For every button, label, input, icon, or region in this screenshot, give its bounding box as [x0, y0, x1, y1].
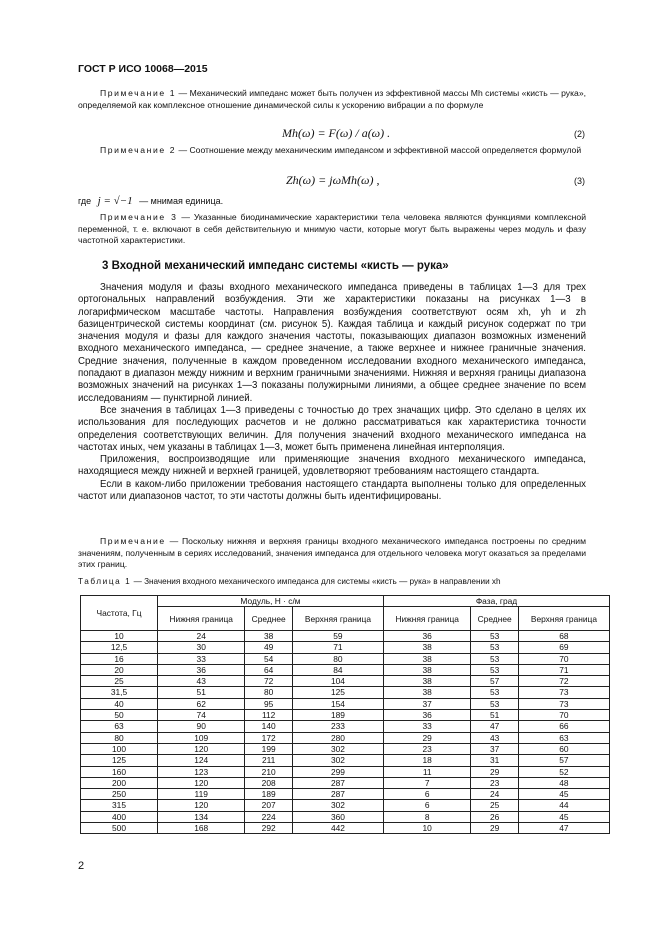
table-cell: 29 [471, 766, 518, 777]
table-cell: 71 [292, 642, 383, 653]
table-row [81, 631, 610, 642]
table-row [81, 642, 610, 653]
table-cell: 37 [383, 698, 470, 709]
table-cell: 100 [81, 743, 158, 754]
table-cell: 33 [158, 653, 245, 664]
table-cell: 30 [158, 642, 245, 653]
table-cell: 36 [383, 631, 470, 642]
table-row [81, 676, 610, 687]
table-cell: 47 [471, 721, 518, 732]
table-cell: 20 [81, 664, 158, 675]
table-cell: 53 [471, 664, 518, 675]
table-cell: 38 [383, 687, 470, 698]
table-cell: 11 [383, 766, 470, 777]
note-3 [78, 212, 586, 247]
table-cell: 442 [292, 823, 383, 834]
note-2 [78, 145, 586, 157]
note-label: Примечание 1 [100, 88, 177, 98]
sub-mean: Среднее [471, 607, 518, 631]
table-caption-label: Таблица 1 [78, 577, 132, 586]
table-cell: 315 [81, 800, 158, 811]
note-1 [78, 88, 586, 111]
table-caption [78, 577, 501, 586]
table-cell: 59 [292, 631, 383, 642]
table-cell: 95 [245, 698, 292, 709]
note-label: Примечание [100, 536, 166, 546]
table-cell: 154 [292, 698, 383, 709]
table-cell: 54 [245, 653, 292, 664]
table-cell: 25 [471, 800, 518, 811]
table-cell: 125 [81, 755, 158, 766]
table-row [81, 698, 610, 709]
table-cell: 8 [383, 811, 470, 822]
table-cell: 189 [292, 710, 383, 721]
where-expr: j = √−1 [97, 195, 133, 207]
note-label: Примечание 3 [100, 212, 178, 222]
table-cell: 84 [292, 664, 383, 675]
table-cell: 53 [471, 631, 518, 642]
table-cell: 31,5 [81, 687, 158, 698]
col-frequency: Частота, Гц [81, 596, 158, 631]
table-cell: 16 [81, 653, 158, 664]
table-cell: 287 [292, 777, 383, 788]
table-cell: 302 [292, 743, 383, 754]
table-cell: 120 [158, 743, 245, 754]
table-caption-text: — Значения входного механического импеданса для системы «кисть — рука» в направлении xh [131, 577, 501, 586]
formula-number: (3) [574, 176, 585, 186]
table-cell: 360 [292, 811, 383, 822]
table-cell: 10 [383, 823, 470, 834]
paragraph: Значения модуля и фазы входного механического импеданса приведены в таблицах 1—3 для трех ортогональных направлений возбуждения. Эти же характеристики показаны на рисунках 1—3 в логарифмическом масштабе частоты. Направления возбуждения соответствуют осям xh, yh и zh базицентрической системы координат (см. рисунок 5). Каждая таблица и каждый рисунок содержат по три значения модуля и фазы для каждого значения частоты, показывающих диапазон возможных изменений входного механического импеданса, — среднее значение, а также верхнее и нижнее граничные значения. Средние значения, полученные в каждом проведенном исследовании входного механического импеданса, попадают в диапазон между нижним и верхним граничными значениями. Нижняя и верхняя границы диапазона возможных значений на рисунках 1—3 показаны полужирными линиями, а общее среднее значение по всем исследованиям — пунктирной линией. [78, 282, 586, 404]
table-cell: 500 [81, 823, 158, 834]
table-cell: 53 [471, 642, 518, 653]
table-cell: 63 [518, 732, 609, 743]
table-row [81, 664, 610, 675]
page-number: 2 [78, 860, 85, 872]
table-row [81, 755, 610, 766]
table-cell: 57 [471, 676, 518, 687]
table-cell: 47 [518, 823, 609, 834]
table-cell: 7 [383, 777, 470, 788]
table-cell: 302 [292, 755, 383, 766]
table-cell: 18 [383, 755, 470, 766]
note-text: — Соотношение между механическим импедансом и эффективной массой определяется формулой [176, 145, 582, 155]
sub-lower: Нижняя граница [158, 607, 245, 631]
table-cell: 119 [158, 789, 245, 800]
table-row [81, 789, 610, 800]
table-cell: 71 [518, 664, 609, 675]
table-cell: 31 [471, 755, 518, 766]
table-cell: 63 [81, 721, 158, 732]
table-cell: 224 [245, 811, 292, 822]
table-cell: 38 [383, 664, 470, 675]
note-text: — Поскольку нижняя и верхняя границы входного механического импеданса построены по средним значениям, полученным в сериях исследований, значения импеданса для отдельного человека могут оказаться за пределами этих границ. [78, 536, 586, 570]
paragraph: Если в каком-либо приложении требования настоящего стандарта выполнены только для определенных частот или диапазонов частот, то эти частоты должны быть идентифицированы. [78, 478, 586, 503]
table-cell: 299 [292, 766, 383, 777]
impedance-table [80, 595, 610, 834]
table-cell: 233 [292, 721, 383, 732]
table-cell: 48 [518, 777, 609, 788]
table-cell: 208 [245, 777, 292, 788]
table-cell: 10 [81, 631, 158, 642]
table-cell: 52 [518, 766, 609, 777]
table-cell: 69 [518, 642, 609, 653]
note-label: Примечание 2 [100, 145, 177, 155]
table-cell: 80 [81, 732, 158, 743]
table-cell: 29 [383, 732, 470, 743]
table-row [81, 732, 610, 743]
table-cell: 73 [518, 698, 609, 709]
table-cell: 53 [471, 653, 518, 664]
where-suffix: — мнимая единица. [139, 196, 224, 206]
table-cell: 112 [245, 710, 292, 721]
table-row [81, 777, 610, 788]
table-cell: 12,5 [81, 642, 158, 653]
table-cell: 400 [81, 811, 158, 822]
table-cell: 51 [471, 710, 518, 721]
table-cell: 287 [292, 789, 383, 800]
group-modulus: Модуль, Н · с/м [158, 596, 384, 607]
table-cell: 90 [158, 721, 245, 732]
table-cell: 25 [81, 676, 158, 687]
sub-lower: Нижняя граница [383, 607, 470, 631]
table-cell: 120 [158, 800, 245, 811]
table-cell: 53 [471, 687, 518, 698]
table-cell: 160 [81, 766, 158, 777]
table-cell: 189 [245, 789, 292, 800]
table-cell: 45 [518, 789, 609, 800]
table-cell: 62 [158, 698, 245, 709]
table-cell: 24 [158, 631, 245, 642]
table-cell: 250 [81, 789, 158, 800]
table-cell: 6 [383, 800, 470, 811]
paragraph: Все значения в таблицах 1—3 приведены с точностью до трех значащих цифр. Это сделано в целях их использования для последующих расчетов и не должно рассматриваться как характеристика точности определения соответствующих величин. Для получения значений входного механического импеданса на частотах иных, чем указаны в таблицах 1—3, может быть применена линейная интерполяция. [78, 404, 586, 453]
table-cell: 199 [245, 743, 292, 754]
table-cell: 51 [158, 687, 245, 698]
table-cell: 36 [158, 664, 245, 675]
table-cell: 60 [518, 743, 609, 754]
table-cell: 66 [518, 721, 609, 732]
table-cell: 200 [81, 777, 158, 788]
table-cell: 6 [383, 789, 470, 800]
table-cell: 70 [518, 710, 609, 721]
table-cell: 53 [471, 698, 518, 709]
table-cell: 38 [383, 676, 470, 687]
table-row [81, 766, 610, 777]
paragraph: Приложения, воспроизводящие или применяющие значения входного механического импеданса, находящиеся между нижней и верхней границей, удовлетворяют требованиям настоящего стандарта. [78, 454, 586, 478]
table-cell: 29 [471, 823, 518, 834]
table-cell: 74 [158, 710, 245, 721]
table-cell: 72 [518, 676, 609, 687]
formula-3: Zh(ω) = jωMh(ω) , [286, 173, 380, 187]
table-cell: 134 [158, 811, 245, 822]
table-row [81, 743, 610, 754]
table-cell: 26 [471, 811, 518, 822]
table-cell: 124 [158, 755, 245, 766]
table-row [81, 823, 610, 834]
where-clause [78, 196, 586, 208]
table-row [81, 811, 610, 822]
table-cell: 57 [518, 755, 609, 766]
table-cell: 33 [383, 721, 470, 732]
formula-2: Mh(ω) = F(ω) / a(ω) . [282, 126, 391, 140]
table-cell: 37 [471, 743, 518, 754]
table-cell: 64 [245, 664, 292, 675]
table-row [81, 653, 610, 664]
table-cell: 70 [518, 653, 609, 664]
table-cell: 40 [81, 698, 158, 709]
table-cell: 80 [245, 687, 292, 698]
table-cell: 140 [245, 721, 292, 732]
table-body [81, 631, 610, 834]
table-cell: 68 [518, 631, 609, 642]
table-cell: 280 [292, 732, 383, 743]
table-cell: 302 [292, 800, 383, 811]
table-cell: 123 [158, 766, 245, 777]
table-cell: 24 [471, 789, 518, 800]
table-cell: 168 [158, 823, 245, 834]
sub-upper: Верхняя граница [518, 607, 609, 631]
table-cell: 80 [292, 653, 383, 664]
table-cell: 72 [245, 676, 292, 687]
section-body [78, 282, 586, 503]
table-cell: 36 [383, 710, 470, 721]
document-header: ГОСТ Р ИСО 10068—2015 [78, 63, 208, 75]
sub-mean: Среднее [245, 607, 292, 631]
table-cell: 109 [158, 732, 245, 743]
table-cell: 43 [158, 676, 245, 687]
formula-number: (2) [574, 129, 585, 139]
table-cell: 104 [292, 676, 383, 687]
note-4 [78, 536, 586, 571]
table-cell: 49 [245, 642, 292, 653]
table-cell: 211 [245, 755, 292, 766]
table-cell: 23 [471, 777, 518, 788]
where-prefix: где [78, 196, 92, 206]
sub-upper: Верхняя граница [292, 607, 383, 631]
table-cell: 172 [245, 732, 292, 743]
table-row [81, 800, 610, 811]
note-text: — Указанные биодинамические характеристики тела человека являются функциями комплексной переменной, т. е. включают в себя действительную и мнимую части, которые могут быть выражены через модуль и фазу частотной характеристики. [78, 212, 586, 246]
table-cell: 120 [158, 777, 245, 788]
section-title: 3 Входной механический импеданс системы «кисть — рука» [102, 260, 449, 272]
table-cell: 292 [245, 823, 292, 834]
table-cell: 44 [518, 800, 609, 811]
table-row [81, 721, 610, 732]
table-cell: 125 [292, 687, 383, 698]
table-row [81, 687, 610, 698]
table-cell: 38 [383, 642, 470, 653]
table-cell: 38 [383, 653, 470, 664]
table-cell: 23 [383, 743, 470, 754]
note-text: — Механический импеданс может быть получен из эффективной массы Mh системы «кисть — рука», определяемой как комплексное отношение динамической силы к ускорению вибрации a по формуле [78, 88, 586, 110]
table-cell: 73 [518, 687, 609, 698]
table-cell: 38 [245, 631, 292, 642]
table-cell: 207 [245, 800, 292, 811]
group-phase: Фаза, град [383, 596, 609, 607]
table-cell: 50 [81, 710, 158, 721]
table-cell: 43 [471, 732, 518, 743]
table-cell: 210 [245, 766, 292, 777]
table-row [81, 710, 610, 721]
table-cell: 45 [518, 811, 609, 822]
